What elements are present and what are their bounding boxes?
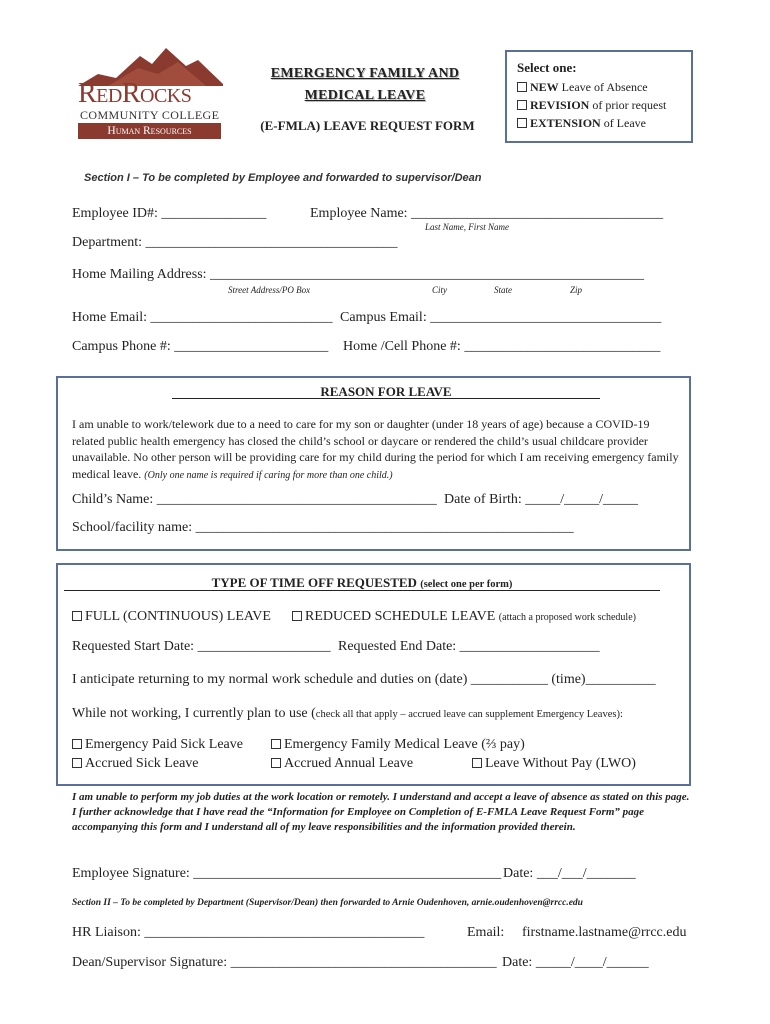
checkbox-icon[interactable] [517, 82, 527, 92]
checkbox-icon[interactable] [292, 611, 302, 621]
name-hint: Last Name, First Name [425, 222, 510, 232]
opt-accrued-sick[interactable]: Accrued Sick Leave [72, 756, 199, 772]
reason-title: REASON FOR LEAVE [320, 384, 452, 399]
checkbox-icon[interactable] [72, 758, 82, 768]
dob-field[interactable]: Date of Birth: _____/_____/_____ [444, 492, 639, 507]
email-value[interactable]: firstname.lastname@rrcc.edu [522, 925, 687, 940]
checkbox-icon[interactable] [517, 100, 527, 110]
option-extension[interactable]: EXTENSION of Leave [517, 116, 681, 131]
acknowledgement-text: I am unable to perform my job duties at the work location or remotely. I understand and accept a leave of absence as stated on this page. I further acknowledge that I have read the “Information for Employee on Completion of E-FMLA Leave Request Form” page accompanying this form and I understand all of my leave responsibilities and the information provided therein. [72, 791, 690, 833]
logo-subname: COMMUNITY COLLEGE [80, 108, 220, 122]
email-label: Email: [467, 925, 505, 940]
dean-signature-date[interactable]: Date: _____/____/______ [502, 955, 649, 970]
opt-emergency-paid-sick[interactable]: Emergency Paid Sick Leave [72, 737, 243, 753]
option-new[interactable]: NEW Leave of Absence [517, 80, 681, 95]
select-one-box [505, 50, 693, 143]
opt-emergency-family-medical[interactable]: Emergency Family Medical Leave (⅔ pay) [271, 737, 525, 753]
section2-heading: Section II – To be completed by Department (Supervisor/Dean) then forwarded to Arnie Oudenhoven, arnie.oudenhoven@rrcc.edu [72, 898, 583, 908]
mailing-address-field[interactable]: Home Mailing Address: ______________________________________________________________ [72, 267, 645, 282]
campus-phone-field[interactable]: Campus Phone #: ______________________ [72, 339, 329, 354]
section1-heading: Section I – To be completed by Employee and forwarded to supervisor/Dean [84, 172, 482, 184]
opt-accrued-annual[interactable]: Accrued Annual Leave [271, 756, 413, 772]
option-revision[interactable]: REVISION of prior request [517, 98, 681, 113]
form-title-line3: (E-FMLA) LEAVE REQUEST FORM [260, 118, 475, 133]
state-hint: State [494, 285, 512, 295]
form-title-line1: EMERGENCY FAMILY AND [270, 66, 460, 81]
return-field[interactable]: I anticipate returning to my normal work schedule and duties on (date) ___________ (time)__________ [72, 672, 656, 687]
select-one-label: Select one: [517, 60, 577, 75]
campus-email-field[interactable]: Campus Email: _________________________________ [340, 310, 662, 325]
reduced-leave-option[interactable]: REDUCED SCHEDULE LEAVE (attach a proposed work schedule) [292, 609, 636, 625]
opt-leave-without-pay[interactable]: Leave Without Pay (LWO) [472, 756, 636, 772]
end-date-field[interactable]: Requested End Date: ____________________ [338, 639, 600, 654]
college-logo [78, 46, 223, 142]
employee-signature-date[interactable]: Date: ___/___/_______ [503, 866, 636, 881]
child-name-field[interactable]: Child’s Name: ________________________________________ [72, 492, 437, 507]
employee-signature-field[interactable]: Employee Signature: ____________________________________________ [72, 866, 502, 881]
employee-id-field[interactable]: Employee ID#: _______________ [72, 206, 267, 221]
start-date-field[interactable]: Requested Start Date: ___________________ [72, 639, 331, 654]
cell-phone-field[interactable]: Home /Cell Phone #: ____________________________ [343, 339, 661, 354]
street-hint: Street Address/PO Box [228, 285, 311, 295]
home-email-field[interactable]: Home Email: __________________________ [72, 310, 333, 325]
dean-signature-field[interactable]: Dean/Supervisor Signature: ______________________________________ [72, 955, 497, 970]
reason-note: (Only one name is required if caring for more than one child.) [144, 469, 393, 481]
full-leave-option[interactable]: FULL (CONTINUOUS) LEAVE [72, 609, 271, 625]
zip-hint: Zip [570, 285, 583, 295]
logo-department: Human Resources [78, 123, 221, 139]
plan-line: While not working, I currently plan to use (check all that apply – accrued leave can supplement Emergency Leaves): [72, 706, 623, 721]
checkbox-icon[interactable] [72, 739, 82, 749]
logo-name: RedRocks [78, 78, 192, 109]
checkbox-icon[interactable] [472, 758, 482, 768]
city-hint: City [432, 285, 447, 295]
checkbox-icon[interactable] [517, 118, 527, 128]
school-field[interactable]: School/facility name: ______________________________________________________ [72, 520, 574, 535]
checkbox-icon[interactable] [271, 758, 281, 768]
hr-liaison-field[interactable]: HR Liaison: ________________________________________ [72, 925, 425, 940]
form-title-line2: MEDICAL LEAVE [304, 88, 426, 103]
employee-name-field[interactable]: Employee Name: ____________________________________ [310, 206, 664, 221]
time-off-title: TYPE OF TIME OFF REQUESTED (select one per form) [211, 575, 513, 590]
department-field[interactable]: Department: ____________________________________ [72, 235, 398, 250]
reason-paragraph: I am unable to work/telework due to a need to care for my son or daughter (under 18 years of age) because a COVID-19 related public health emergency has closed the child’s school or daycare or rendered the child’s usual childcare provider unavailable. No other person will be providing care for my child during the period for which I am receiving emergency family medical leave. (Only one name is required if caring for more than one child.) [72, 417, 679, 481]
checkbox-icon[interactable] [72, 611, 82, 621]
checkbox-icon[interactable] [271, 739, 281, 749]
